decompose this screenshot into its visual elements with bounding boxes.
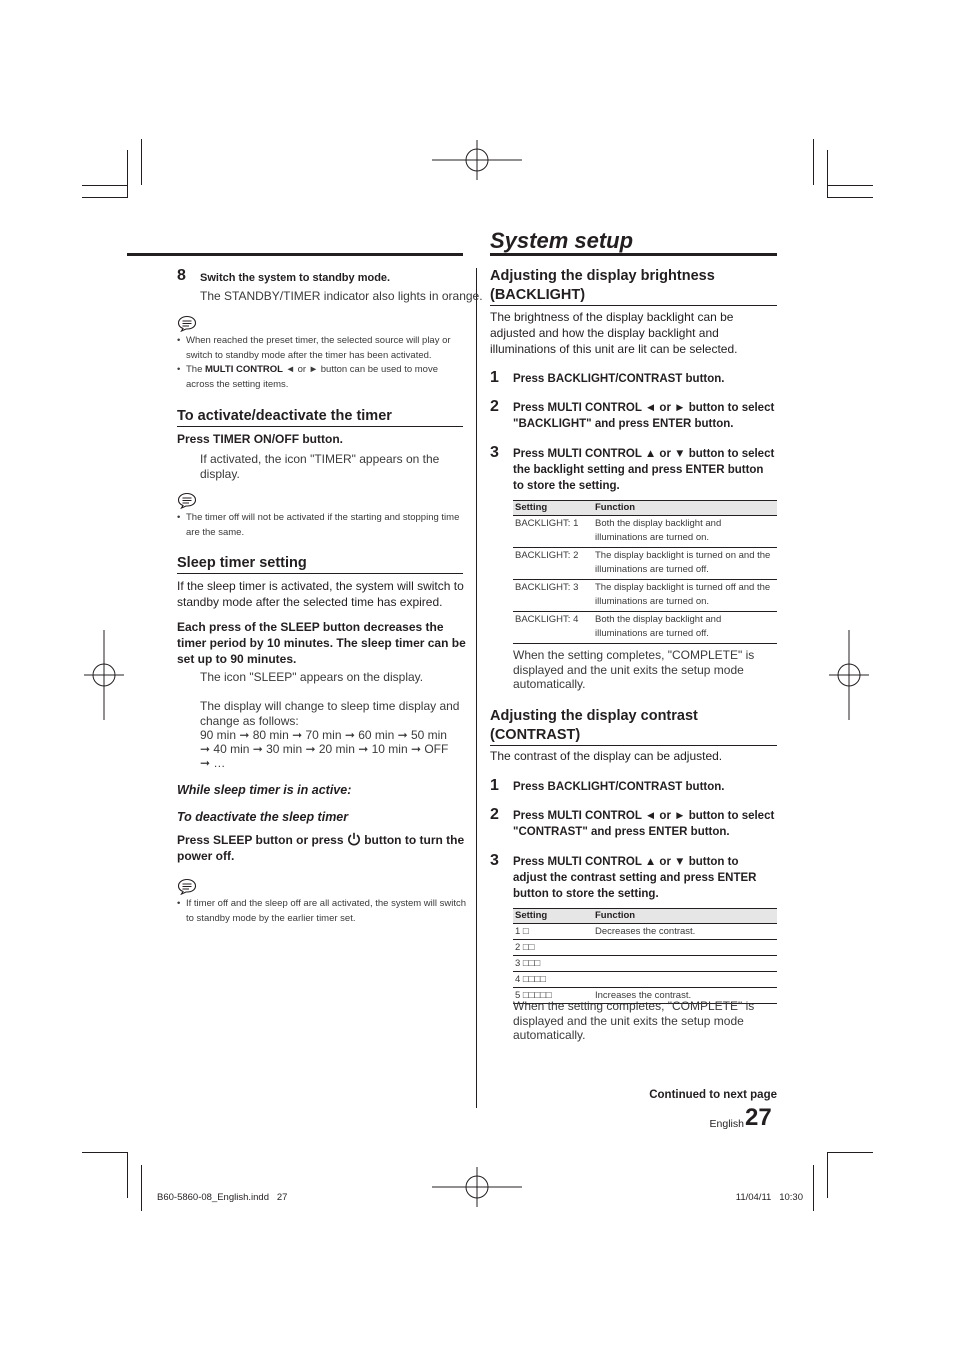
deactivate-sleep-action: Press SLEEP button or press button to turn the power off. (177, 833, 465, 863)
contrast-step-1-text: Press BACKLIGHT/CONTRAST button. (513, 781, 725, 793)
function-cell (593, 972, 777, 988)
setting-cell: 5 □□□□□ (513, 988, 593, 1004)
step-8-body: The STANDBY/TIMER indicator also lights in orange. (200, 289, 483, 303)
table-header-row (513, 501, 777, 516)
note-icon (177, 492, 197, 509)
table-row (513, 940, 777, 956)
backlight-settings-table (513, 500, 777, 644)
timer-body: If activated, the icon "TIMER" appears on the display. (200, 452, 440, 481)
registration-mark-left (82, 628, 126, 722)
table-row (513, 612, 777, 644)
contrast-complete-text: When the setting completes, "COMPLETE" is displayed and the unit exits the setup mode automatically. (513, 999, 755, 1042)
file-name: B60-5860-08_English.indd 27 (157, 1192, 288, 1203)
setting-cell: BACKLIGHT: 3 (513, 580, 593, 612)
table-header-function: Function (593, 501, 777, 516)
sleep-icon-text: The icon "SLEEP" appears on the display. (200, 670, 424, 684)
function-cell: Decreases the contrast. (593, 924, 777, 940)
table-row (513, 956, 777, 972)
function-cell: Both the display backlight and illuminations are turned on. (593, 516, 777, 548)
table-header-setting: Setting (513, 909, 593, 924)
registration-mark-top (430, 138, 524, 182)
note-2-item-1: • The timer off will not be activated if the starting and stopping time are the same. (177, 512, 460, 538)
contrast-step-1-number: 1 (490, 777, 499, 794)
power-icon (347, 832, 361, 846)
sleep-sequence-line-3: ➞ … (200, 756, 226, 770)
backlight-heading: Adjusting the display brightness (BACKLIGHT) (490, 267, 777, 306)
column-divider (476, 268, 477, 1108)
backlight-step-3-text: Press MULTI CONTROL ▲ or ▼ button to select the backlight setting and press ENTER button to store the setting. (513, 448, 775, 492)
setting-cell: 3 □□□ (513, 956, 593, 972)
registration-mark-right (827, 628, 871, 722)
step-8-title: Switch the system to standby mode. (200, 272, 391, 284)
table-header-function: Function (593, 909, 777, 924)
backlight-step-3-number: 3 (490, 444, 499, 461)
step-8-number: 8 (177, 267, 186, 284)
function-cell: Both the display backlight and illuminations are turned off. (593, 612, 777, 644)
timer-heading: To activate/deactivate the timer (177, 407, 463, 427)
setting-cell: BACKLIGHT: 2 (513, 548, 593, 580)
note-1-item-1: • When reached the preset timer, the selected source will play or switch to standby mode after the timer has been activated. (177, 335, 451, 361)
function-cell: Increases the contrast. (593, 988, 777, 1004)
contrast-intro: The contrast of the display can be adjusted. (490, 749, 723, 763)
backlight-step-2-number: 2 (490, 398, 499, 415)
table-row (513, 580, 777, 612)
registration-mark-bottom (430, 1165, 524, 1209)
contrast-step-3-number: 3 (490, 852, 499, 869)
sleep-action: Each press of the SLEEP button decreases the timer period by 10 minutes. The sleep timer can be set up to 90 minutes. (177, 620, 466, 666)
backlight-step-2-text: Press MULTI CONTROL ◄ or ► button to select "BACKLIGHT" and press ENTER button. (513, 402, 775, 430)
contrast-settings-table (513, 908, 777, 1004)
backlight-complete-text: When the setting completes, "COMPLETE" is displayed and the unit exits the setup mode automatically. (513, 648, 755, 691)
backlight-step-1-text: Press BACKLIGHT/CONTRAST button. (513, 373, 725, 385)
sleep-sequence-line-1: 90 min ➞ 80 min ➞ 70 min ➞ 60 min ➞ 50 min (200, 728, 447, 742)
timer-action: Press TIMER ON/OFF button. (177, 432, 344, 446)
note-1-item-2: • The MULTI CONTROL ◄ or ► button can be used to move across the setting items. (177, 364, 438, 390)
table-row (513, 548, 777, 580)
table-row (513, 516, 777, 548)
setting-cell: BACKLIGHT: 4 (513, 612, 593, 644)
contrast-heading: Adjusting the display contrast (CONTRAST) (490, 707, 777, 746)
function-cell: The display backlight is turned on and the illuminations are turned off. (593, 548, 777, 580)
while-active-heading: While sleep timer is in active: (177, 783, 352, 797)
deactivate-sleep-heading: To deactivate the sleep timer (177, 810, 349, 824)
sleep-timer-heading: Sleep timer setting (177, 554, 463, 574)
contrast-step-2-text: Press MULTI CONTROL ◄ or ► button to select "CONTRAST" and press ENTER button. (513, 810, 775, 838)
contrast-step-3-text: Press MULTI CONTROL ▲ or ▼ button to adjust the contrast setting and press ENTER button to store the setting. (513, 856, 757, 900)
sleep-sequence-line-2: ➞ 40 min ➞ 30 min ➞ 20 min ➞ 10 min ➞ OFF (200, 742, 449, 756)
table-row (513, 972, 777, 988)
backlight-intro: The brightness of the display backlight can be adjusted and how the display backlight and illuminations of this unit are lit can be selected. (490, 310, 738, 356)
continued-label: Continued to next page (649, 1089, 777, 1101)
note-icon (177, 315, 197, 332)
table-header-row (513, 909, 777, 924)
setting-cell: BACKLIGHT: 1 (513, 516, 593, 548)
contrast-step-2-number: 2 (490, 806, 499, 823)
left-column-top-rule (127, 253, 463, 256)
setting-cell: 2 □□ (513, 940, 593, 956)
page-number: 27 (745, 1104, 772, 1131)
note-3-item-1: • If timer off and the sleep off are all activated, the system will switch to standby mode by the earlier timer set. (177, 898, 467, 924)
backlight-step-1-number: 1 (490, 369, 499, 386)
sleep-intro: If the sleep timer is activated, the system will switch to standby mode after the selected time has expired. (177, 579, 464, 609)
function-cell (593, 956, 777, 972)
table-header-setting: Setting (513, 501, 593, 516)
setting-cell: 1 □ (513, 924, 593, 940)
function-cell: The display backlight is turned off and the illuminations are turned on. (593, 580, 777, 612)
print-date: 11/04/11 10:30 (735, 1192, 803, 1203)
sleep-change-text: The display will change to sleep time display and change as follows: (200, 699, 460, 728)
function-cell (593, 940, 777, 956)
page-language: English (709, 1118, 744, 1130)
page-title: System setup (490, 228, 634, 253)
note-icon (177, 878, 197, 895)
table-row (513, 924, 777, 940)
setting-cell: 4 □□□□ (513, 972, 593, 988)
